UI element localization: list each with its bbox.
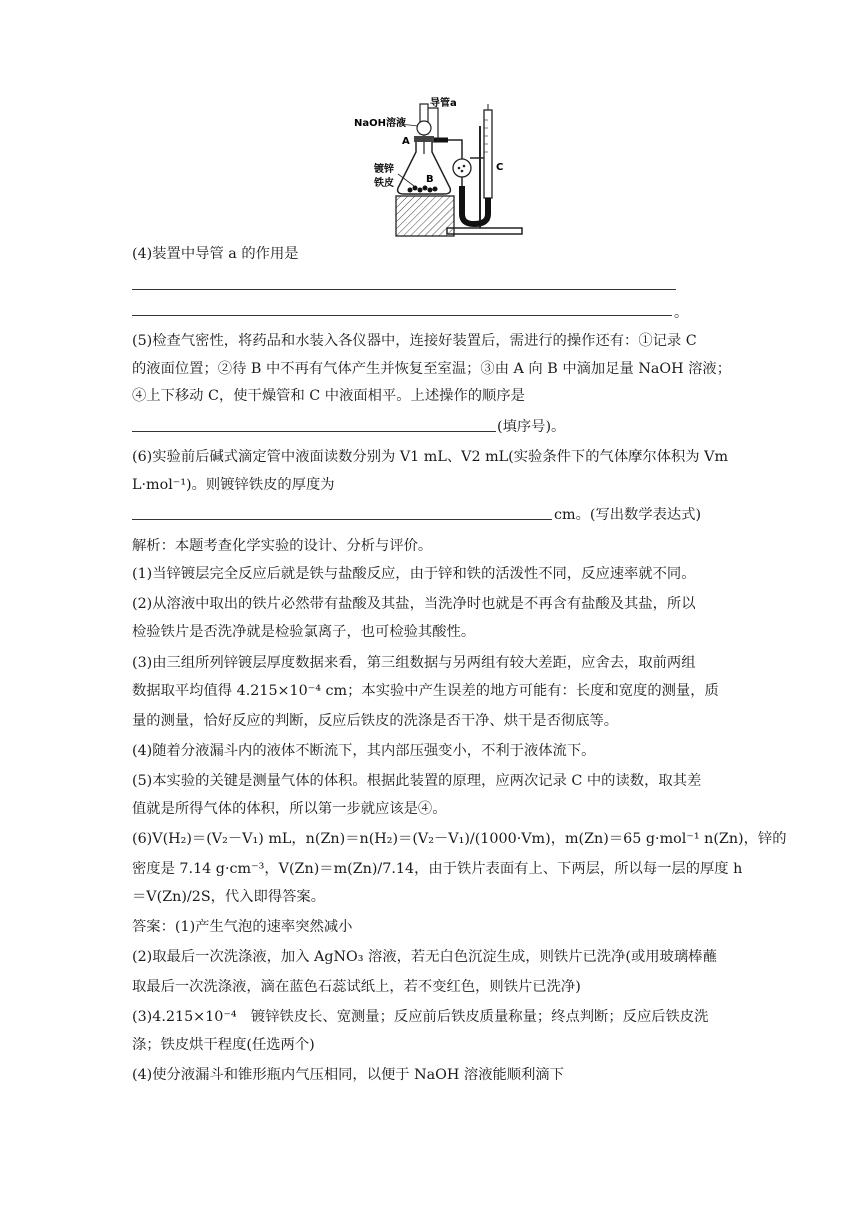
label-naoh: NaOH溶液: [354, 118, 406, 129]
label-galvanized-1: 镀锌: [374, 164, 394, 175]
q6-fill: cm。(写出数学表达式): [554, 507, 702, 523]
analysis-p2b: 检验铁片是否洗净就是检验氯离子，也可检验其酸性。: [132, 624, 476, 640]
label-tube-a: 导管a: [430, 98, 457, 109]
answer-2b: 取最后一次洗涤液，滴在蓝色石蕊试纸上，若不变红色，则铁片已洗净): [132, 979, 581, 995]
analysis-p6c: ＝V(Zn)/2S，代入即得答案。: [132, 889, 325, 905]
q4-text: (4)装置中导管 a 的作用是: [132, 246, 299, 262]
q6-blank[interactable]: [132, 519, 552, 520]
label-c: C: [496, 162, 504, 173]
analysis-p1: (1)当锌镀层完全反应后就是铁与盐酸反应，由于锌和铁的活泼性不同，反应速率就不同。: [132, 566, 696, 582]
q5-blank[interactable]: [132, 431, 496, 432]
analysis-p5a: (5)本实验的关键是测量气体的体积。根据此装置的原理，应两次记录 C 中的读数，取其差: [132, 773, 702, 789]
q5-line1: (5)检查气密性，将药品和水装入各仪器中，连接好装置后，需进行的操作还有：①记录 C: [132, 333, 697, 349]
answer-2a: (2)取最后一次洗涤液，加入 AgNO₃ 溶液，若无白色沉淀生成，则铁片已洗净(或用玻璃棒蘸: [132, 949, 717, 965]
label-galvanized-2: 铁皮: [374, 178, 394, 189]
analysis-p3c: 量的测量，恰好反应的判断，反应后铁皮的洗涤是否干净、烘干是否彻底等。: [132, 713, 619, 729]
analysis-p6b: 密度是 7.14 g·cm⁻³，V(Zn)＝m(Zn)/7.14，由于铁片表面有上、下两层，所以每一层的厚度 h: [132, 861, 743, 877]
q4-blank-1[interactable]: [132, 289, 676, 290]
q6-line1: (6)实验前后碱式滴定管中液面读数分别为 V1 mL、V2 mL(实验条件下的气体摩尔体积为 Vm: [132, 449, 729, 465]
apparatus-diagram: [352, 96, 542, 244]
q4-end: 。: [674, 305, 689, 321]
analysis-p2a: (2)从溶液中取出的铁片必然带有盐酸及其盐，当洗净时也就是不再含有盐酸及其盐，所以: [132, 596, 696, 612]
analysis-p4: (4)随着分液漏斗内的液体不断流下，其内部压强变小，不利于液体流下。: [132, 743, 596, 759]
label-b: B: [426, 174, 434, 185]
label-a: A: [402, 136, 410, 147]
analysis-p5b: 值就是所得气体的体积，所以第一步就应该是④。: [132, 801, 447, 817]
q5-line2: 的液面位置；②待 B 中不再有气体产生并恢复至室温；③由 A 向 B 中滴加足量 NaOH 溶液；: [132, 361, 732, 377]
answer-3a: (3)4.215×10⁻⁴ 镀锌铁皮长、宽测量；反应前后铁皮质量称量；终点判断；反应后铁皮洗: [132, 1009, 709, 1025]
answer-1: 答案：(1)产生气泡的速率突然减小: [132, 919, 353, 935]
answer-4: (4)使分液漏斗和锥形瓶内气压相同，以便于 NaOH 溶液能顺利滴下: [132, 1067, 564, 1083]
analysis-intro: 解析：本题考查化学实验的设计、分析与评价。: [132, 538, 433, 554]
q5-fill: (填序号)。: [497, 419, 566, 435]
analysis-p3b: 数据取平均值得 4.215×10⁻⁴ cm；本实验中产生误差的地方可能有：长度和宽度的测量，质: [132, 683, 719, 699]
answer-3b: 涤；铁皮烘干程度(任选两个): [132, 1037, 315, 1053]
analysis-p6a: (6)V(H₂)＝(V₂－V₁) mL，n(Zn)＝n(H₂)＝(V₂－V₁)/(1000·Vm)，m(Zn)＝65 g·mol⁻¹ n(Zn)，锌的: [132, 831, 787, 847]
analysis-p3a: (3)由三组所列锌镀层厚度数据来看，第三组数据与另两组有较大差距，应舍去，取前两组: [132, 655, 696, 671]
q4-blank-2[interactable]: [132, 315, 672, 316]
q5-line3: ④上下移动 C，使干燥管和 C 中液面相平。上述操作的顺序是: [132, 388, 525, 404]
q6-line2: L·mol⁻¹)。则镀锌铁皮的厚度为: [132, 477, 335, 493]
